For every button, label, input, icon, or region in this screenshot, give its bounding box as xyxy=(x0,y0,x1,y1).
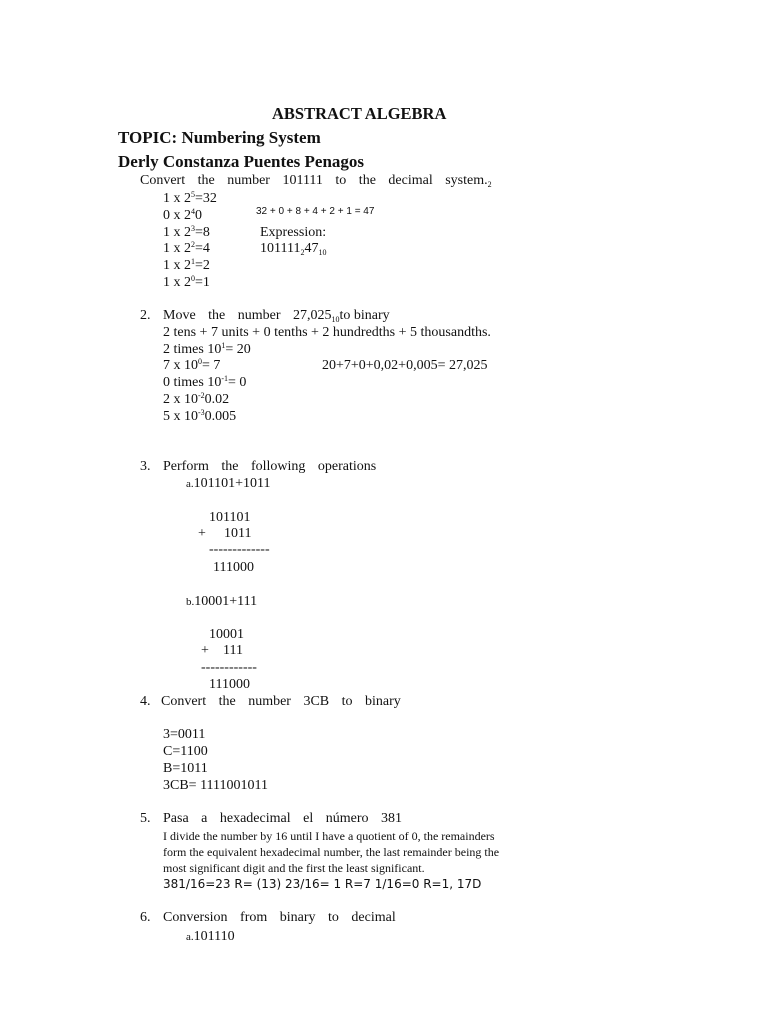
q5-explanation-line: most significant digit and the first the least significant. xyxy=(163,861,425,875)
topic-heading: TOPIC: Numbering System xyxy=(118,128,321,147)
q3-a-sum-line: ------------- xyxy=(209,542,270,557)
q6-heading: Conversion from binary to decimal xyxy=(163,910,396,925)
q1-row: 1 x $2^1=2$ xyxy=(163,257,210,273)
q1-row: 1 x $2^3=8$ xyxy=(163,224,210,240)
q3-b-sum-line: ------------ xyxy=(201,660,257,675)
q4-row: 3=0011 xyxy=(163,727,206,742)
q3-a-top-operand: 101101 xyxy=(209,510,251,525)
q3-heading: Perform the following operations xyxy=(163,459,377,474)
q1-row: 1 x $2^5=32$ xyxy=(163,190,217,206)
q3-a-expression: a.101101+1011 xyxy=(186,476,271,491)
q4-number: 4. xyxy=(140,694,151,709)
q4-heading: Convert the number 3CB to binary xyxy=(161,694,401,709)
q5-calculation: 381/16=23 R= (13) 23/16= 1 R=7 1/16=0 R=1, 17D xyxy=(163,877,482,891)
q2-number: 2. xyxy=(140,308,151,323)
q2-row: 7 x $10^0= 7$ xyxy=(163,357,221,373)
q5-explanation-line: I divide the number by 16 until I have a quotient of 0, the remainders xyxy=(163,829,495,843)
q2-heading: Move the number $27,025_{10}to$ binary xyxy=(163,308,390,324)
q2-row: 5 x $10^{-3}0.005$ xyxy=(163,408,237,424)
q2-row: 2 x $10^{-2}0.02$ xyxy=(163,391,230,407)
q4-row: B=1011 xyxy=(163,761,208,776)
q2-description: 2 tens + 7 units + 0 tenths + 2 hundredths + 5 thousandths. xyxy=(163,325,491,340)
q3-a-bottom-operand: 1011 xyxy=(224,526,252,541)
q1-row: 0 x $2^40$ xyxy=(163,207,202,223)
q3-a-result: 111000 xyxy=(213,560,254,575)
q4-row: 3CB= 1111001011 xyxy=(163,778,268,793)
q5-explanation-line: form the equivalent hexadecimal number, the last remainder being the xyxy=(163,845,500,859)
q3-b-result: 111000 xyxy=(209,677,250,692)
q6-a-value: a.101110 xyxy=(186,929,235,944)
q1-row: 1 x $2^2=4$ xyxy=(163,240,210,256)
q5-heading: Pasa a hexadecimal el número 381 xyxy=(163,811,402,826)
q2-row: 0 times $10^{-1}= 0$ xyxy=(163,374,247,390)
q1-row: 1 x $2^0=1$ xyxy=(163,274,210,290)
q3-b-expression: b.10001+111 xyxy=(186,594,258,609)
q3-a-plus: + xyxy=(198,526,206,541)
q1-expression-label: Expression: xyxy=(260,225,327,240)
q2-row: 2 times $10^1= 20$ xyxy=(163,341,251,357)
q3-b-bottom-operand: 111 xyxy=(223,643,243,658)
q1-expression: $101111_247_{10}$ xyxy=(260,241,327,257)
q2-sum: 20+7+0+0,02+0,005= 27,025 xyxy=(322,358,488,373)
author-name: Derly Constanza Puentes Penagos xyxy=(118,152,365,171)
q3-b-top-operand: 10001 xyxy=(209,627,244,642)
q3-b-plus: + xyxy=(201,643,209,658)
q6-number: 6. xyxy=(140,910,151,925)
document-title: ABSTRACT ALGEBRA xyxy=(272,104,447,123)
q3-number: 3. xyxy=(140,459,151,474)
q4-row: C=1100 xyxy=(163,744,208,759)
q1-sum: 32 + 0 + 8 + 4 + 2 + 1 = 47 xyxy=(256,206,375,217)
q1-intro: Convert the number 101111 to the decimal $system._2$ xyxy=(140,173,492,189)
q5-number: 5. xyxy=(140,811,151,826)
